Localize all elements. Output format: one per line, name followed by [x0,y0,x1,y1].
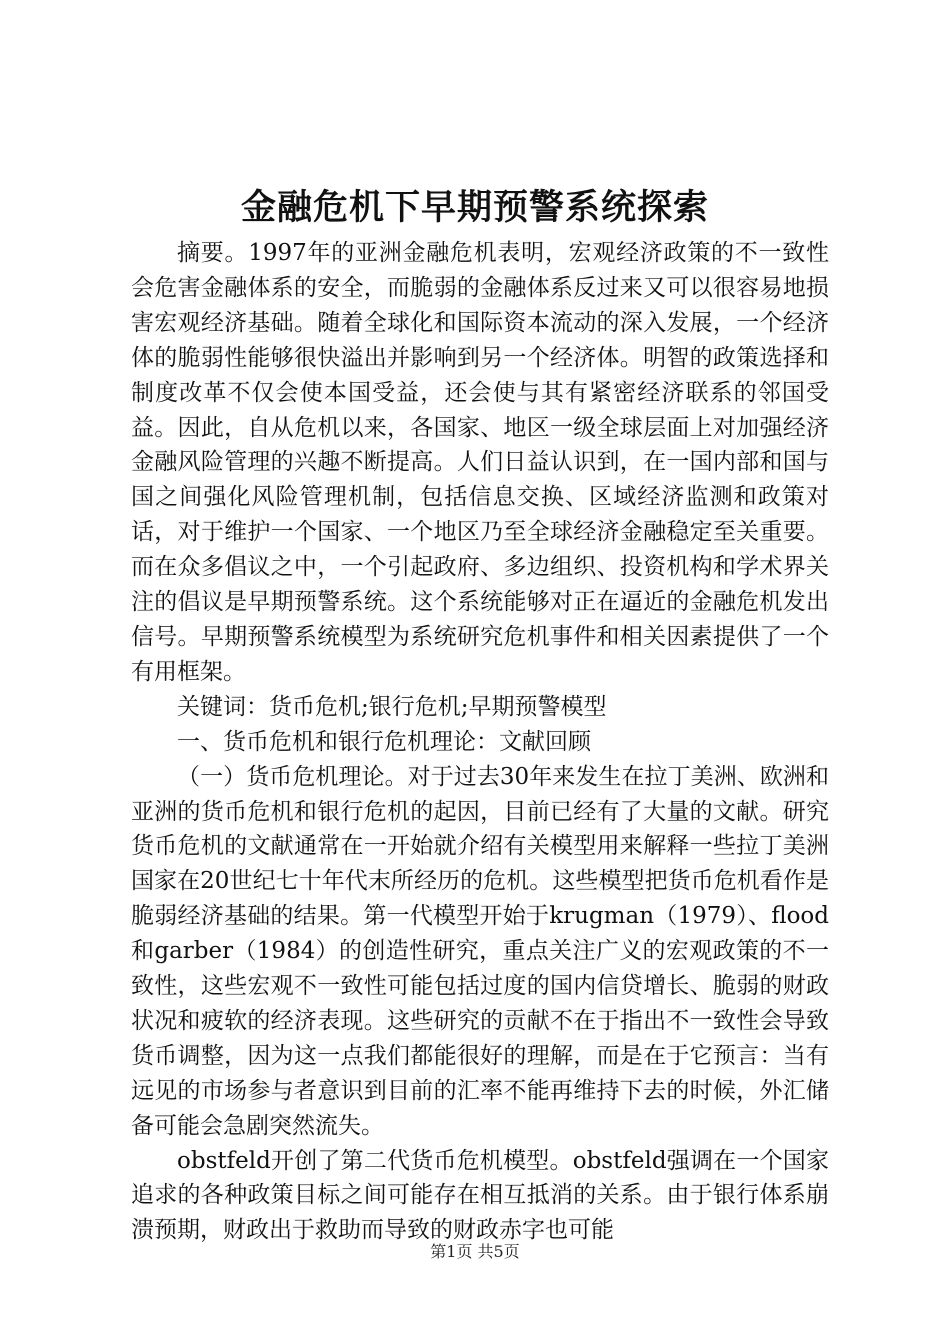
page-number-footer: 第1页 共5页 [430,1242,520,1261]
second-generation-paragraph: obstfeld开创了第二代货币危机模型。obstfeld强调在一个国家追求的各种政策目标之间可能存在相互抵消的关系。由于银行体系崩溃预期，财政出于救助而导致的财政赤字也可能 [131,1147,829,1244]
keywords-paragraph: 关键词：货币危机;银行危机;早期预警模型 [177,693,607,720]
currency-crisis-paragraph: （一）货币危机理论。对于过去30年来发生在拉丁美洲、欧洲和亚洲的货币危机和银行危机的起因，目前已经有了大量的文献。研究货币危机的文献通常在一开始就介绍有关模型用来解释一些拉丁美洲国家在20世纪七十年代末所经历的危机。这些模型把货币危机看作是脆弱经济基础的结果。第一代模型开始于krugman（1979）、flood和garber（1984）的创造性研究，重点关注广义的宏观政策的不一致性，这些宏观不一致性可能包括过度的国内信贷增长、脆弱的财政状况和疲软的经济表现。这些研究的贡献不在于指出不一致性会导致货币调整，因为这一点我们都能很好的理解，而是在于它预言：当有远见的市场参与者意识到目前的汇率不能再维持下去的时候，外汇储备可能会急剧突然流失。 [131,763,829,1139]
abstract-paragraph: 摘要。1997年的亚洲金融危机表明，宏观经济政策的不一致性会危害金融体系的安全，而脆弱的金融体系反过来又可以很容易地损害宏观经济基础。随着全球化和国际资本流动的深入发展，一个经济体的脆弱性能够很快溢出并影响到另一个经济体。明智的政策选择和制度改革不仅会使本国受益，还会使与其有紧密经济联系的邻国受益。因此，自从危机以来，各国家、地区一级全球层面上对加强经济金融风险管理的兴趣不断提高。人们日益认识到，在一国内部和国与国之间强化风险管理机制，包括信息交换、区域经济监测和政策对话，对于维护一个国家、一个地区乃至全球经济金融稳定至关重要。而在众多倡议之中，一个引起政府、多边组织、投资机构和学术界关注的倡议是早期预警系统。这个系统能够对正在逼近的金融危机发出信号。早期预警系统模型为系统研究危机事件和相关因素提供了一个有用框架。 [131,240,829,685]
document-title: 金融危机下早期预警系统探索 [240,187,709,228]
document-body [131,236,829,1248]
section-heading: 一、货币危机和银行危机理论：文献回顾 [177,728,591,755]
